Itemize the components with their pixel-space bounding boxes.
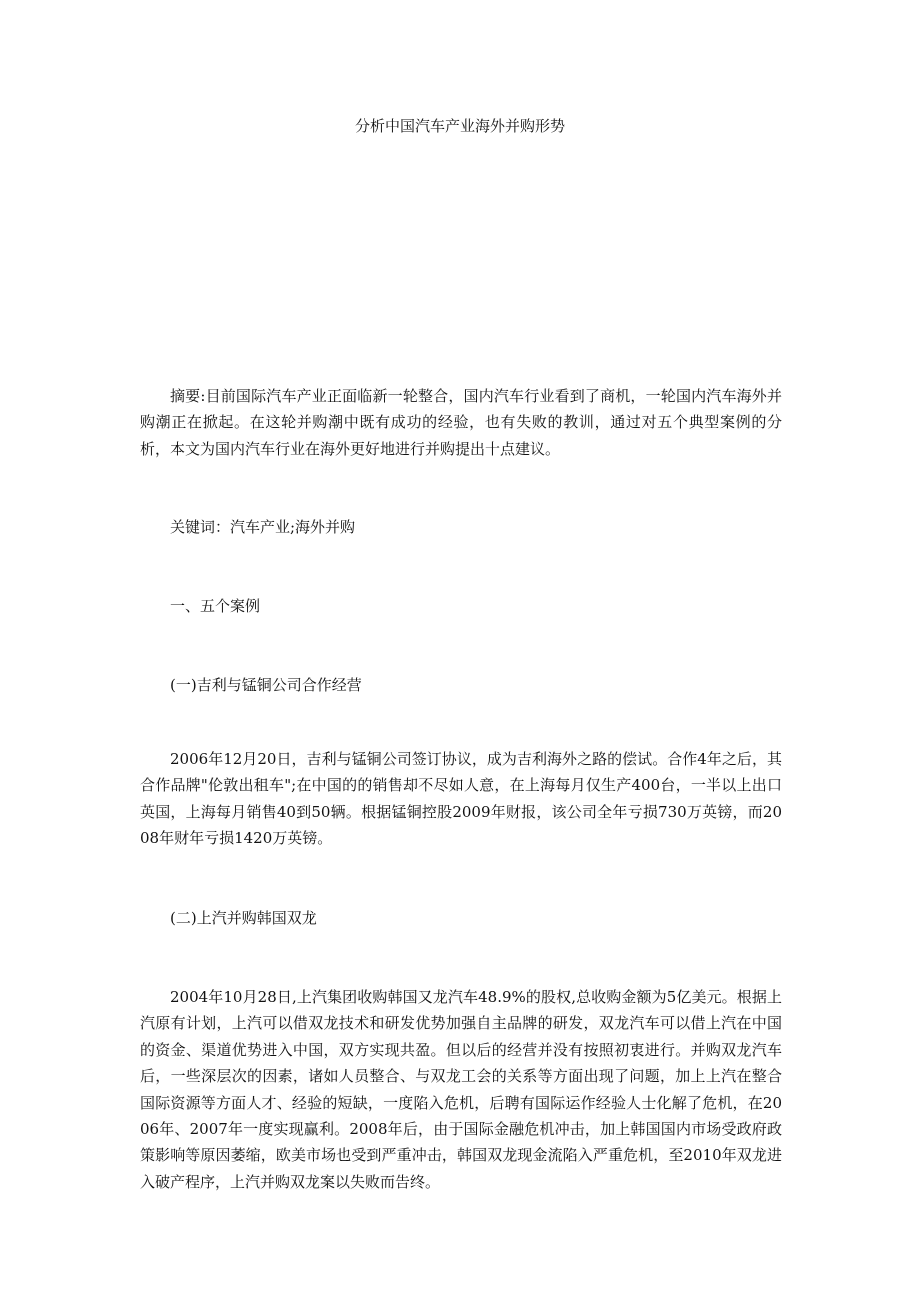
abstract-text: 目前国际汽车产业正面临新一轮整合，国内汽车行业看到了商机，一轮国内汽车海外并购潮正在掀起。在这轮并购潮中既有成功的经验，也有失败的教训，通过对五个典型案例的分析，本文为国内汽车行业在海外更好地进行并购提出十点建议。 — [140, 387, 782, 458]
case-1-heading: (一)吉利与锰铜公司合作经营 — [170, 676, 362, 694]
keywords-line: 关键词：汽车产业;海外并购 — [170, 518, 356, 536]
abstract-label: 摘要: — [170, 387, 206, 405]
abstract-paragraph — [140, 383, 782, 462]
case-1-paragraph: 2006年12月20日，吉利与锰铜公司签订协议，成为吉利海外之路的偿试。合作4年之后，其合作品牌"伦敦出租车";在中国的的销售却不尽如人意，在上海每月仅生产400台，一半以上出口英国，上海每月销售40到50辆。根据锰铜控股2009年财报，该公司全年亏损730万英镑，而2008年财年亏损1420万英镑。 — [140, 750, 782, 848]
case-2-paragraph: 2004年10月28日,上汽集团收购韩国又龙汽车48.9%的股权,总收购金额为5亿美元。根据上汽原有计划，上汽可以借双龙技术和研发优势加强自主品牌的研发，双龙汽车可以借上汽在中国的资金、渠道优势进入中国，双方实现共盈。但以后的经营并没有按照初衷进行。并购双龙汽车后，一些深层次的因素，诸如人员整合、与双龙工会的关系等方面出现了问题，加上上汽在整合国际资源等方面人才、经验的短缺，一度陷入危机，后聘有国际运作经验人士化解了危机，在2006年、2007年一度实现赢利。2008年后，由于国际金融危机冲击，加上韩国国内市场受政府政策影响等原因萎缩，欧美市场也受到严重冲击，韩国双龙现金流陷入严重危机，至2010年双龙进入破产程序，上汽并购双龙案以失败而告终。 — [140, 988, 782, 1191]
section-heading-five-cases: 一、五个案例 — [170, 597, 261, 615]
document-title: 分析中国汽车产业海外并购形势 — [354, 117, 565, 135]
case-2-heading: (二)上汽并购韩国双龙 — [170, 909, 317, 927]
